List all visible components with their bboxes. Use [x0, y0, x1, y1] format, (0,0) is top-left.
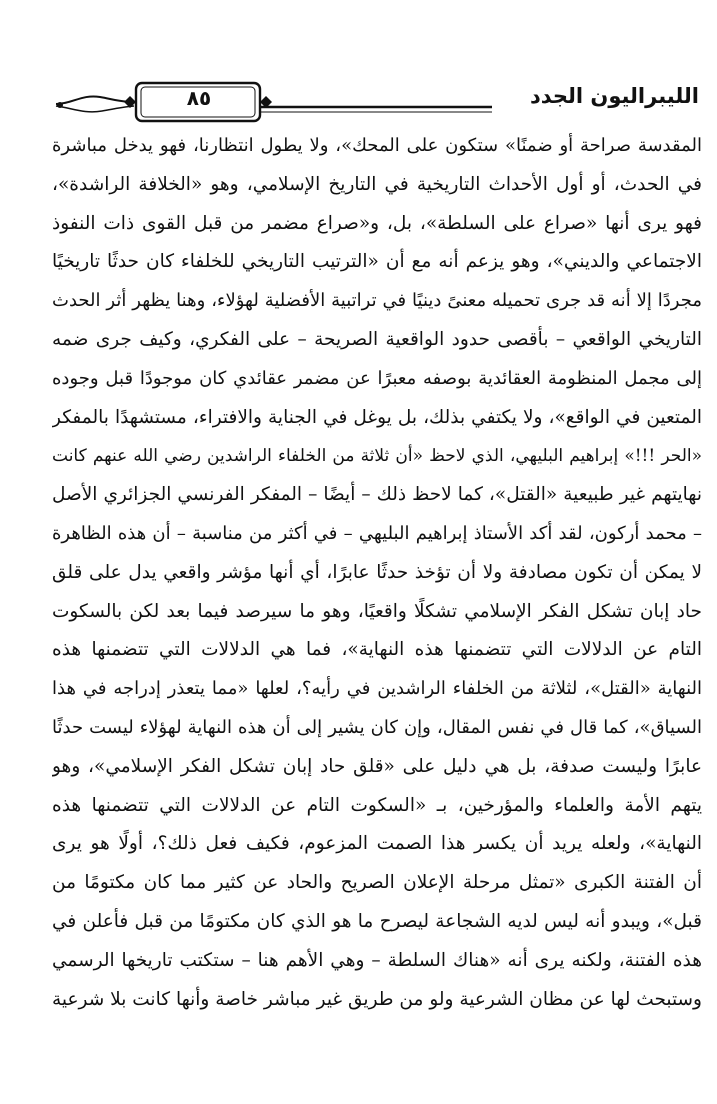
text-line: «الحر !!!» إبراهيم البليهي، الذي لاحظ «أن ثلاثة من الخلفاء الراشدين رضي الله عنهم كانت — [52, 446, 702, 467]
text-line: يتهم الأمة والعلماء والمؤرخين، بـ «السكوت التام عن الدلالات التي تتضمنها هذه — [52, 794, 702, 816]
text-line: هذه الفتنة، ولكنه يرى أنه «هناك السلطة – وهي الأهم هنا – ستكتب تاريخها الرسمي — [52, 949, 702, 971]
running-header-title: الليبراليون الجدد — [529, 84, 699, 108]
body-text — [52, 127, 702, 1019]
text-line: مجردًا إلا أنه قد جرى تحميله معنىً دينيًا في تراتبية الأفضلية لهؤلاء، وهنا يظهر أثر الحدث — [52, 290, 702, 312]
text-line: التاريخي الواقعي – بأقصى حدود الواقعية الصريحة – على الفكري، وكيف جرى ضمه — [52, 328, 702, 350]
text-line: – محمد أركون، لقد أكد الأستاذ إبراهيم البليهي – في أكثر من مناسبة – أن هذه الظاهرة — [52, 522, 702, 544]
text-line: قبل»، ويبدو أنه ليس لديه الشجاعة ليصرح ما هو الذي كان مكتومًا من قبل فأعلن في — [52, 910, 702, 932]
text-line: السياق»، كما قال في نفس المقال، وإن كان يشير إلى أن هذه النهاية لهؤلاء ليست حدثًا — [52, 716, 702, 738]
text-line: التام عن الدلالات التي تتضمنها هذه النهاية»، فما هي الدلالات التي تتضمنها هذه — [52, 639, 702, 661]
text-line: عابرًا وليست صدفة، بل هي دليل على «قلق حاد إبان تشكل الفكر الإسلامي»، وهو — [52, 755, 702, 777]
page-number: ٨٥ — [186, 86, 212, 110]
text-line: الاجتماعي والديني»، وهو يزعم أنه مع أن «الترتيب التاريخي للخلفاء كان حدثًا تاريخيًا — [52, 251, 702, 273]
text-line: النهاية»، ولعله يريد أن يكسر هذا الصمت المزعوم، فكيف فعل ذلك؟، أولًا هو يرى — [52, 833, 702, 855]
text-line: فهو يرى أنها «صراع على السلطة»، بل، و«صراع مضمر من قبل القوى ذات النفوذ — [52, 212, 702, 234]
text-line: أن الفتنة الكبرى «تمثل مرحلة الإعلان الصريح والحاد عن كثير مما كان مكتومًا من — [52, 872, 702, 894]
text-line: وستبحث لها عن مظان الشرعية ولو من طريق غير مباشر خاصة وأنها كانت بلا شرعية — [52, 988, 702, 1010]
text-line: في الحدث، أو أول الأحداث التاريخية في التاريخ الإسلامي، وهو «الخلافة الراشدة»، — [52, 173, 702, 195]
text-line: حاد إبان تشكل الفكر الإسلامي تشكلًا واقعيًا، وهو ما سيرصد فيما بعد لكن بالسكوت — [52, 600, 702, 622]
text-line: إلى مجمل المنظومة العقائدية بوصفه معبرًا عن مضمر عقائدي كان موجودًا قبل وجوده — [52, 367, 702, 389]
text-line: لا يمكن أن تكون مصادفة ولا أن تؤخذ حدثًا عابرًا، أي أنها مؤشر واقعي يدل على قلق — [52, 561, 702, 583]
page-header — [52, 80, 707, 124]
text-line: المقدسة صراحة أو ضمنًا» ستكون على المحك»، ولا يطول انتظارنا، فهو يدخل مباشرة — [52, 135, 702, 156]
page-number-ornament — [52, 80, 492, 124]
text-line: النهاية «القتل»، لثلاثة من الخلفاء الراشدين في رأيه؟، لعلها «مما يتعذر إدراجه في هذا — [52, 678, 702, 700]
text-line: المتعين في الواقع»، ولا يكتفي بذلك، بل يوغل في الجناية والافتراء، مستشهدًا بالمفكر — [52, 406, 702, 428]
text-line: نهايتهم غير طبيعية «القتل»، كما لاحظ ذلك – أيضًا – المفكر الفرنسي الجزائري الأصل — [52, 484, 702, 506]
